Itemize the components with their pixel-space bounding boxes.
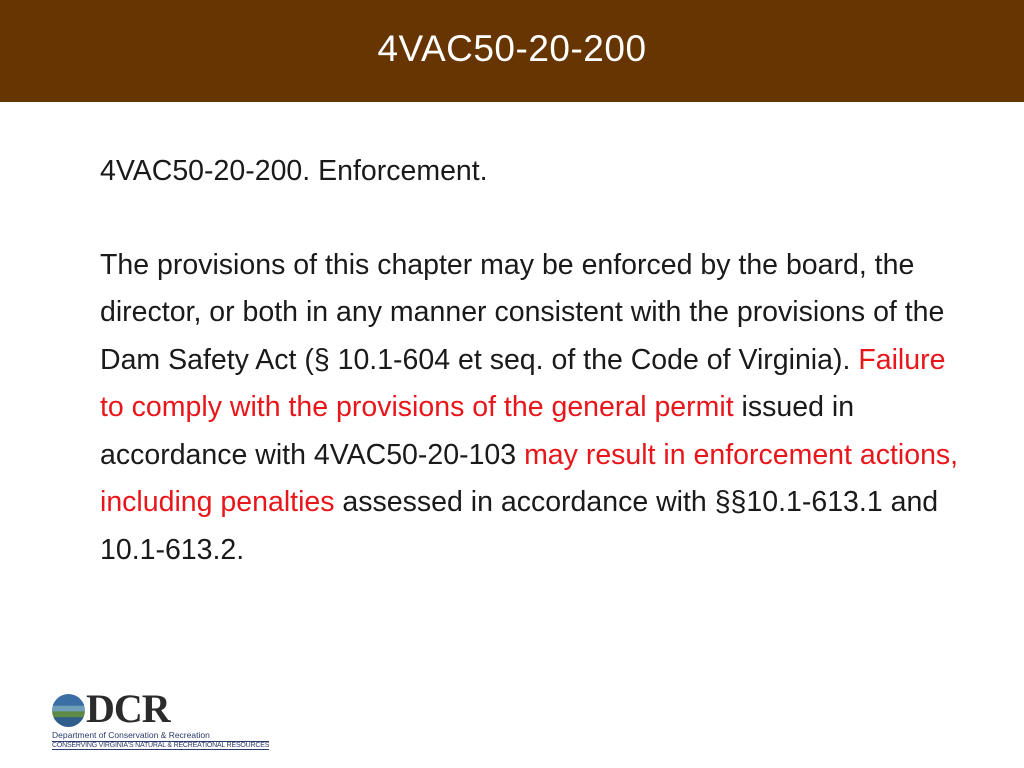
title-bar [0,0,1024,102]
slide-title: 4VAC50-20-200 [377,28,647,69]
highlighted-text-segment: Failure to comply with the provisions of the general permit [100,343,946,423]
highlighted-text-segment: may result in enforcement actions, including penalties [100,438,959,518]
body-text-segment: assessed in accordance with §§10.1-613.1 and 10.1-613.2. [100,486,939,566]
dcr-globe-icon [52,694,85,727]
dcr-logo [52,686,282,760]
body-paragraph [100,242,970,575]
logo-department-name: Department of Conservation & Recreation [52,730,210,740]
logo-letters: DCR [86,686,170,731]
slide-content [100,148,970,574]
section-heading: 4VAC50-20-200. Enforcement. [100,155,488,187]
logo-tagline: CONSERVING VIRGINIA'S NATURAL & RECREATIONAL RESOURCES [52,742,270,749]
body-text-segment: The provisions of this chapter may be enforced by the board, the director, or both in any manner consistent with the provisions of the Dam Safety Act (§ 10.1-604 et seq. of the Code of Virginia). [100,248,945,376]
body-text-segment: issued in accordance with 4VAC50-20-103 [100,391,855,471]
